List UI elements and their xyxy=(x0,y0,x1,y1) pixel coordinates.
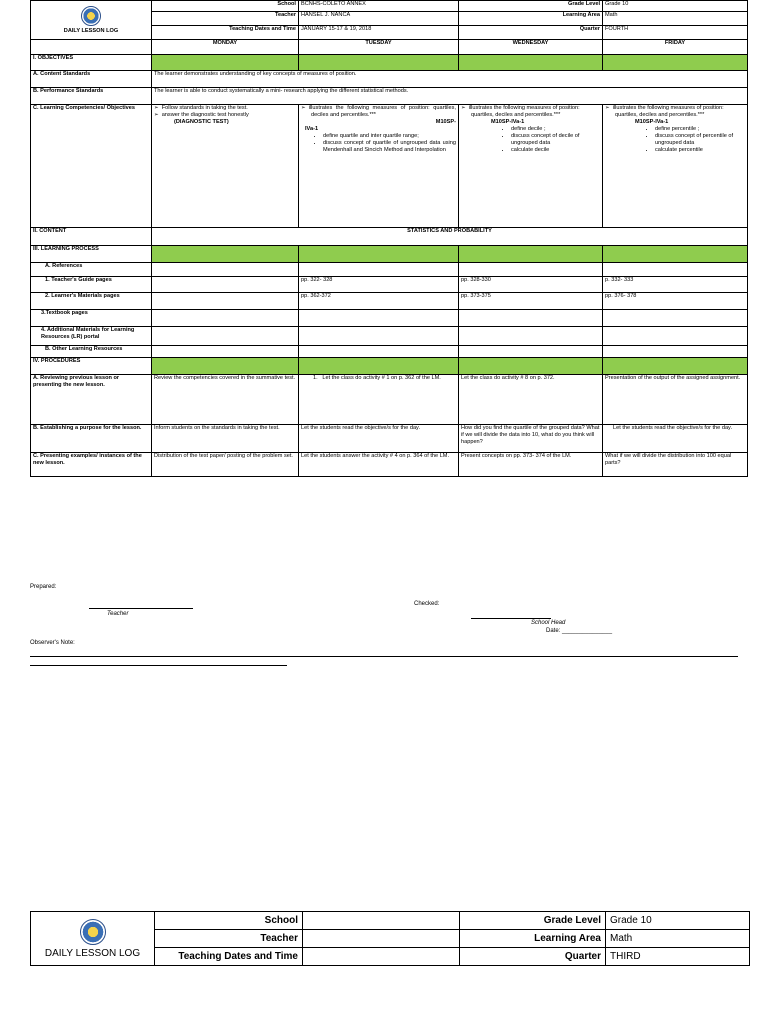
empty-cell xyxy=(299,346,459,358)
prepared-label: Prepared: xyxy=(30,584,57,590)
green-cell xyxy=(299,55,459,71)
empty-cell xyxy=(299,310,459,327)
day-wednesday: WEDNESDAY xyxy=(459,40,603,55)
dates-label: Teaching Dates and Time xyxy=(152,26,299,40)
second-quarter-value: THIRD xyxy=(606,948,750,966)
school-value: BCNHS-COLETO ANNEX xyxy=(299,1,459,12)
comp-fri-code: M10SP-IVa-1 xyxy=(635,118,669,125)
content-standards-value: The learner demonstrates understanding of key concepts of measures of position. xyxy=(152,71,748,88)
other-resources-label: B. Other Learning Resources xyxy=(31,346,152,358)
empty-cell xyxy=(459,263,603,277)
green-cell xyxy=(299,246,459,263)
competencies-tuesday xyxy=(299,105,459,228)
empty-cell xyxy=(299,327,459,346)
second-teacher-value xyxy=(303,930,460,948)
second-dates-value xyxy=(303,948,460,966)
purpose-tuesday: Let the students read the objective/s for the day. xyxy=(299,425,459,453)
empty-cell xyxy=(603,327,748,346)
performance-standards-label: B. Performance Standards xyxy=(31,88,152,105)
review-tue-text: Let the class do activity # 1 on p. 362 of the LM. xyxy=(322,375,441,381)
learners-materials-label: 2. Learner's Materials pages xyxy=(31,293,152,310)
second-area-value: Math xyxy=(606,930,750,948)
comp-wed-lead: ➢ illustrates the following measures of position: quartiles, deciles and percentiles.*** xyxy=(471,105,600,119)
comp-wed-bullet: • discuss concept of decile of ungrouped data xyxy=(511,133,600,147)
additional-materials-label: 4. Additional Materials for Learning Resources (LR) portal xyxy=(31,327,152,346)
purpose-wednesday: How did you find the quartile of the grouped data? What if we will divide the data into 10, what do you think will happen? xyxy=(459,425,603,453)
diagnostic-test-label: (DIAGNOSTIC TEST) xyxy=(174,118,229,125)
comp-tue-code-b: IVa-1 xyxy=(305,125,319,132)
references-label: A. References xyxy=(31,263,152,277)
second-quarter-label: Quarter xyxy=(460,948,606,966)
observer-line-1 xyxy=(30,656,738,657)
school-label: School xyxy=(152,1,299,12)
empty-cell xyxy=(603,346,748,358)
comp-tue-bullet: • discuss concept of quartile of ungrouped data using Mendenhall and Sincich Method and Interpolation xyxy=(323,140,456,154)
comp-mon-item: ➢ answer the diagnostic test honestly xyxy=(164,112,296,119)
daily-lesson-log-table xyxy=(30,0,748,477)
presenting-tuesday: Let the students answer the activity # 4 on p. 364 of the LM. xyxy=(299,453,459,477)
log-title: DAILY LESSON LOG xyxy=(63,27,119,34)
day-monday: MONDAY xyxy=(152,40,299,55)
performance-standards-value: The learner is able to conduct systematically a mini- research applying the different statistical methods. xyxy=(152,88,748,105)
competencies-label: C. Learning Competencies/ Objectives xyxy=(31,105,152,228)
green-cell xyxy=(603,55,748,71)
day-friday: FRIDAY xyxy=(603,40,748,55)
presenting-label: C. Presenting examples/ instances of the new lesson. xyxy=(31,453,152,477)
purpose-monday: Inform students on the standards in taking the test. xyxy=(152,425,299,453)
observers-note-label: Observer's Note: xyxy=(30,640,75,646)
second-school-value xyxy=(303,912,460,930)
green-cell xyxy=(603,358,748,375)
competencies-wednesday xyxy=(459,105,603,228)
empty-cell xyxy=(152,293,299,310)
competencies-friday xyxy=(603,105,748,228)
tg-tuesday: pp. 322- 328 xyxy=(299,277,459,293)
comp-fri-bullet: • discuss concept of percentile of ungrouped data xyxy=(655,133,745,147)
empty-cell xyxy=(299,263,459,277)
competencies-monday xyxy=(152,105,299,228)
empty-cell xyxy=(152,327,299,346)
empty-cell xyxy=(152,263,299,277)
green-cell xyxy=(299,358,459,375)
header-logo-cell xyxy=(31,1,152,40)
teacher-label: Teacher xyxy=(152,12,299,26)
comp-fri-bullet: • calculate percentile xyxy=(655,147,745,154)
second-lesson-log-table xyxy=(30,911,750,966)
tg-friday: p. 332- 333 xyxy=(603,277,748,293)
second-area-label: Learning Area xyxy=(460,930,606,948)
second-school-label: School xyxy=(155,912,303,930)
purpose-label: B. Establishing a purpose for the lesson. xyxy=(31,425,152,453)
review-tuesday xyxy=(299,375,459,425)
empty-cell xyxy=(603,310,748,327)
teacher-signature-line xyxy=(89,608,193,609)
green-cell xyxy=(459,358,603,375)
deped-seal-icon xyxy=(80,919,106,945)
content-value: STATISTICS AND PROBABILITY xyxy=(152,228,748,246)
presenting-monday: Distribution of the test paper/ posting of the problem set. xyxy=(152,453,299,477)
second-teacher-label: Teacher xyxy=(155,930,303,948)
comp-wed-bullet: • calculate decile xyxy=(511,147,600,154)
observer-line-2 xyxy=(30,665,287,666)
review-tue-num: 1. xyxy=(313,375,318,381)
presenting-wednesday: Present concepts on pp. 373- 374 of the LM. xyxy=(459,453,603,477)
comp-fri-lead: ➢ illustrates the following measures of position: quartiles, deciles and percentiles.*** xyxy=(615,105,745,119)
empty-cell xyxy=(152,310,299,327)
grade-value: Grade 10 xyxy=(603,1,748,12)
second-dates-label: Teaching Dates and Time xyxy=(155,948,303,966)
teacher-value: HANSEL J. NANCA xyxy=(299,12,459,26)
empty-cell xyxy=(459,327,603,346)
second-grade-label: Grade Level xyxy=(460,912,606,930)
deped-seal-icon xyxy=(81,6,101,26)
textbook-label: 3.Textbook pages xyxy=(31,310,152,327)
content-standards-label: A. Content Standards xyxy=(31,71,152,88)
comp-tue-code-a: M10SP- xyxy=(435,118,456,125)
review-label: A. Reviewing previous lesson or presenting the new lesson. xyxy=(31,375,152,425)
green-cell xyxy=(603,246,748,263)
day-blank xyxy=(31,40,152,55)
purpose-friday: Let the students read the objective/s for the day. xyxy=(603,425,748,453)
dates-value: JANUARY 15-17 & 19, 2018 xyxy=(299,26,459,40)
empty-cell xyxy=(459,346,603,358)
empty-cell xyxy=(459,310,603,327)
second-log-title: DAILY LESSON LOG xyxy=(44,947,141,959)
checked-label: Checked: xyxy=(414,601,440,607)
review-friday: Presentation of the output of the assigned assignment. xyxy=(603,375,748,425)
presenting-friday: What if we will divide the distribution into 100 equal parts? xyxy=(603,453,748,477)
empty-cell xyxy=(152,277,299,293)
date-line: Date: _______________ xyxy=(546,628,613,634)
teachers-guide-label: 1. Teacher's Guide pages xyxy=(31,277,152,293)
learning-process-label: III. LEARNING PROCESS xyxy=(31,246,152,263)
comp-tue-lead: ➢ illustrates the following measures of position: quartiles, deciles and percentiles.*** xyxy=(311,105,456,119)
green-cell xyxy=(152,246,299,263)
empty-cell xyxy=(603,263,748,277)
procedures-label: IV. PROCEDURES xyxy=(31,358,152,375)
quarter-value: FOURTH xyxy=(603,26,748,40)
lm-wednesday: pp. 373-375 xyxy=(459,293,603,310)
lm-friday: pp. 376- 378 xyxy=(603,293,748,310)
comp-mon-item: ➢ Follow standards in taking the test. xyxy=(164,105,296,112)
comp-fri-bullet: • define percentile ; xyxy=(655,126,745,133)
second-logo-cell xyxy=(31,912,155,966)
quarter-label: Quarter xyxy=(459,26,603,40)
green-cell xyxy=(152,55,299,71)
area-label: Learning Area xyxy=(459,12,603,26)
empty-cell xyxy=(152,346,299,358)
grade-label: Grade Level xyxy=(459,1,603,12)
tg-wednesday: pp. 328-330 xyxy=(459,277,603,293)
school-head-caption: School Head xyxy=(531,620,566,626)
lm-tuesday: pp. 362-372 xyxy=(299,293,459,310)
teacher-caption: Teacher xyxy=(107,611,129,617)
objectives-label: I. OBJECTIVES xyxy=(31,55,152,71)
comp-wed-bullet: • define decile ; xyxy=(511,126,600,133)
review-wednesday: Let the class do activity # 8 on p. 372. xyxy=(459,375,603,425)
content-label: II. CONTENT xyxy=(31,228,152,246)
review-monday: Review the competencies covered in the summative test. xyxy=(152,375,299,425)
second-grade-value: Grade 10 xyxy=(606,912,750,930)
school-head-signature-line xyxy=(471,618,551,619)
comp-wed-code: M10SP-IVa-1 xyxy=(491,118,525,125)
green-cell xyxy=(459,55,603,71)
green-cell xyxy=(459,246,603,263)
area-value: Math xyxy=(603,12,748,26)
day-tuesday: TUESDAY xyxy=(299,40,459,55)
green-cell xyxy=(152,358,299,375)
comp-tue-bullet: • define quartile and inter quartile range; xyxy=(323,133,456,140)
